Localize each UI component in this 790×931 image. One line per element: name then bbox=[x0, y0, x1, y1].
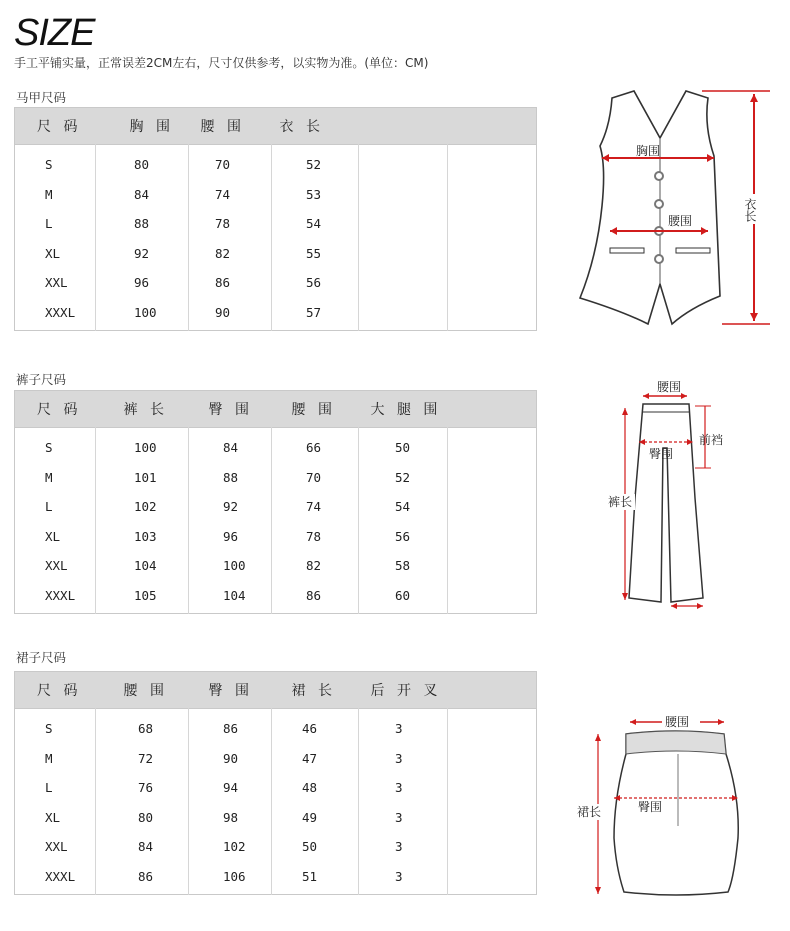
table-cell bbox=[448, 180, 537, 210]
table-row bbox=[15, 298, 537, 331]
table-row bbox=[15, 492, 537, 522]
table-cell: 78 bbox=[189, 209, 272, 239]
table-cell: XL bbox=[45, 809, 61, 825]
table-cell: M bbox=[45, 750, 53, 766]
table-row bbox=[15, 209, 537, 239]
table-cell: 72 bbox=[96, 744, 189, 774]
table-cell: M bbox=[45, 469, 53, 485]
table-cell: 88 bbox=[189, 463, 272, 493]
table-cell: 86 bbox=[272, 581, 359, 614]
table-row bbox=[15, 744, 537, 774]
table-cell: 60 bbox=[359, 581, 448, 614]
column-header: 腰 围 bbox=[272, 391, 359, 428]
table-cell: 90 bbox=[189, 298, 272, 331]
table-cell: 54 bbox=[359, 492, 448, 522]
skirt-length-label: 裙长 bbox=[577, 805, 602, 819]
table-cell: 3 bbox=[359, 803, 448, 833]
table-cell: 3 bbox=[359, 862, 448, 895]
table-cell: 102 bbox=[189, 832, 272, 862]
table-cell: 96 bbox=[189, 522, 272, 552]
table-cell: 3 bbox=[359, 744, 448, 774]
pants-front-rise-label: 前裆 bbox=[699, 433, 724, 447]
column-header: 裤 长 bbox=[96, 391, 189, 428]
table-cell bbox=[448, 209, 537, 239]
column-header: 大 腿 围 bbox=[359, 391, 448, 428]
table-cell bbox=[448, 581, 537, 614]
table-cell: 51 bbox=[272, 862, 359, 895]
table-cell: 70 bbox=[272, 463, 359, 493]
vest-outline bbox=[580, 91, 720, 324]
table-cell: 53 bbox=[272, 180, 359, 210]
column-header: 腰 围 bbox=[96, 672, 189, 709]
table-cell: 50 bbox=[272, 832, 359, 862]
column-header: 后 开 叉 bbox=[359, 672, 448, 709]
table-row bbox=[15, 145, 537, 180]
pants-section-label: 裤子尺码 bbox=[16, 372, 67, 387]
table-cell: 55 bbox=[272, 239, 359, 269]
table-cell bbox=[448, 268, 537, 298]
table-cell: 105 bbox=[96, 581, 189, 614]
table-cell: 52 bbox=[359, 463, 448, 493]
table-cell bbox=[448, 773, 537, 803]
table-cell bbox=[448, 709, 537, 744]
table-cell: XXL bbox=[45, 558, 68, 574]
pants-diagram bbox=[605, 378, 730, 614]
column-header bbox=[448, 391, 537, 428]
table-cell: 3 bbox=[359, 709, 448, 744]
table-cell: 86 bbox=[189, 709, 272, 744]
table-row bbox=[15, 551, 537, 581]
table-cell: 48 bbox=[272, 773, 359, 803]
table-cell: 78 bbox=[272, 522, 359, 552]
table-cell: 92 bbox=[189, 492, 272, 522]
table-cell: L bbox=[45, 216, 53, 232]
table-cell bbox=[359, 180, 448, 210]
table-cell: 74 bbox=[272, 492, 359, 522]
table-cell bbox=[448, 298, 537, 331]
table-cell bbox=[359, 145, 448, 180]
page-title: SIZE bbox=[14, 12, 95, 54]
column-header: 尺 码 bbox=[15, 672, 96, 709]
table-cell: 76 bbox=[96, 773, 189, 803]
column-header bbox=[359, 108, 448, 145]
column-header: 衣 长 bbox=[272, 108, 359, 145]
table-cell bbox=[359, 268, 448, 298]
table-cell: 100 bbox=[96, 428, 189, 463]
table-row bbox=[15, 522, 537, 552]
vest-size-table bbox=[14, 107, 537, 331]
waist-label: 腰围 bbox=[668, 214, 693, 228]
table-cell: 56 bbox=[272, 268, 359, 298]
table-row bbox=[15, 268, 537, 298]
table-row bbox=[15, 428, 537, 463]
table-cell bbox=[448, 744, 537, 774]
skirt-section-label: 裙子尺码 bbox=[16, 650, 67, 665]
table-cell: 84 bbox=[96, 180, 189, 210]
table-cell: XXXL bbox=[45, 868, 76, 884]
skirt-size-table bbox=[14, 671, 537, 895]
table-cell: M bbox=[45, 186, 53, 202]
table-cell: S bbox=[45, 157, 53, 173]
table-row bbox=[15, 581, 537, 614]
table-cell: 92 bbox=[96, 239, 189, 269]
table-cell: 80 bbox=[96, 803, 189, 833]
table-cell: 50 bbox=[359, 428, 448, 463]
table-cell: 88 bbox=[96, 209, 189, 239]
vest-section-label: 马甲尺码 bbox=[16, 90, 67, 105]
table-cell bbox=[448, 862, 537, 895]
table-cell bbox=[448, 803, 537, 833]
column-header: 臀 围 bbox=[189, 672, 272, 709]
table-row bbox=[15, 709, 537, 744]
table-cell: 101 bbox=[96, 463, 189, 493]
table-row bbox=[15, 773, 537, 803]
pants-hip-label: 臀围 bbox=[649, 447, 674, 461]
table-cell: XXXL bbox=[45, 304, 76, 320]
table-cell bbox=[448, 522, 537, 552]
table-row bbox=[15, 180, 537, 210]
chest-label: 胸围 bbox=[636, 144, 661, 158]
column-header: 尺 码 bbox=[15, 108, 96, 145]
table-cell: S bbox=[45, 440, 53, 456]
table-cell: 3 bbox=[359, 832, 448, 862]
table-row bbox=[15, 239, 537, 269]
pants-outline bbox=[629, 404, 703, 602]
column-header: 尺 码 bbox=[15, 391, 96, 428]
skirt-waist-label: 腰围 bbox=[665, 715, 690, 729]
length-label: 衣长 bbox=[743, 198, 757, 222]
table-cell bbox=[448, 551, 537, 581]
table-cell: XL bbox=[45, 245, 61, 261]
page-subtitle: 手工平铺实量，正常误差2CM左右，尺寸仅供参考，以实物为准。(单位：CM) bbox=[14, 56, 429, 70]
table-cell: 90 bbox=[189, 744, 272, 774]
table-row bbox=[15, 463, 537, 493]
table-cell bbox=[448, 832, 537, 862]
skirt-diagram bbox=[574, 708, 752, 900]
table-cell: 66 bbox=[272, 428, 359, 463]
table-cell: 49 bbox=[272, 803, 359, 833]
table-cell: 52 bbox=[272, 145, 359, 180]
table-cell: 84 bbox=[189, 428, 272, 463]
table-cell: 80 bbox=[96, 145, 189, 180]
column-header: 腰 围 bbox=[189, 108, 272, 145]
table-cell bbox=[448, 428, 537, 463]
table-cell: 102 bbox=[96, 492, 189, 522]
table-cell bbox=[448, 145, 537, 180]
table-cell: 82 bbox=[189, 239, 272, 269]
pants-waist-label: 腰围 bbox=[657, 380, 682, 394]
vest-diagram bbox=[572, 86, 777, 331]
table-cell: 46 bbox=[272, 709, 359, 744]
table-cell: 103 bbox=[96, 522, 189, 552]
pants-size-table bbox=[14, 390, 537, 614]
button-icon bbox=[655, 255, 663, 263]
table-row bbox=[15, 832, 537, 862]
table-cell: L bbox=[45, 499, 53, 515]
table-cell: 98 bbox=[189, 803, 272, 833]
button-icon bbox=[655, 172, 663, 180]
column-header: 裙 长 bbox=[272, 672, 359, 709]
table-row bbox=[15, 803, 537, 833]
table-cell: 70 bbox=[189, 145, 272, 180]
table-cell: 86 bbox=[96, 862, 189, 895]
table-row bbox=[15, 862, 537, 895]
table-cell: XXL bbox=[45, 275, 68, 291]
table-cell bbox=[448, 239, 537, 269]
table-cell: L bbox=[45, 780, 53, 796]
skirt-hip-label: 臀围 bbox=[638, 800, 663, 814]
table-cell bbox=[359, 209, 448, 239]
table-cell: XL bbox=[45, 528, 61, 544]
table-cell: 47 bbox=[272, 744, 359, 774]
table-cell: 74 bbox=[189, 180, 272, 210]
table-cell: S bbox=[45, 721, 53, 737]
table-cell: 104 bbox=[189, 581, 272, 614]
column-header: 胸 围 bbox=[96, 108, 189, 145]
table-cell: 82 bbox=[272, 551, 359, 581]
table-cell: 100 bbox=[96, 298, 189, 331]
table-cell: 104 bbox=[96, 551, 189, 581]
table-cell: 96 bbox=[96, 268, 189, 298]
pants-length-label: 裤长 bbox=[608, 495, 633, 509]
table-cell: 58 bbox=[359, 551, 448, 581]
table-cell: 68 bbox=[96, 709, 189, 744]
table-cell bbox=[448, 492, 537, 522]
table-cell bbox=[448, 463, 537, 493]
table-cell: 106 bbox=[189, 862, 272, 895]
table-cell: XXXL bbox=[45, 587, 76, 603]
table-cell: XXL bbox=[45, 839, 68, 855]
table-cell: 54 bbox=[272, 209, 359, 239]
button-icon bbox=[655, 200, 663, 208]
table-cell: 56 bbox=[359, 522, 448, 552]
column-header: 臀 围 bbox=[189, 391, 272, 428]
table-cell: 84 bbox=[96, 832, 189, 862]
table-cell: 3 bbox=[359, 773, 448, 803]
table-cell: 94 bbox=[189, 773, 272, 803]
table-cell: 100 bbox=[189, 551, 272, 581]
table-cell bbox=[359, 298, 448, 331]
skirt-outline bbox=[614, 731, 738, 895]
column-header bbox=[448, 108, 537, 145]
table-cell bbox=[359, 239, 448, 269]
table-cell: 86 bbox=[189, 268, 272, 298]
table-cell: 57 bbox=[272, 298, 359, 331]
column-header bbox=[448, 672, 537, 709]
